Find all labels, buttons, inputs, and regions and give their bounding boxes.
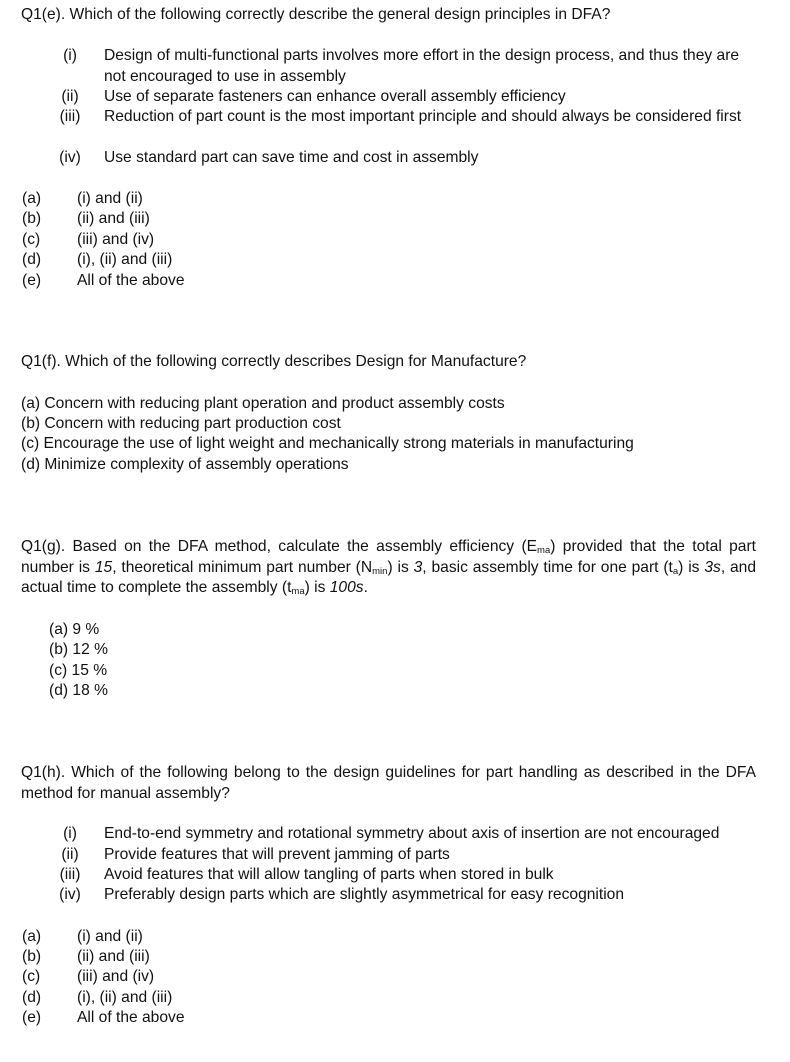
option-letter: (e) bbox=[22, 1009, 42, 1026]
option-text: (iii) and (iv) bbox=[77, 968, 155, 985]
answer-option[interactable]: (d) Minimize complexity of assembly operations bbox=[21, 456, 349, 473]
answer-option[interactable]: (c) 15 % bbox=[49, 662, 108, 679]
statement-text: Avoid features that will allow tangling of parts when stored in bulk bbox=[104, 866, 554, 883]
option-letter: (b) bbox=[22, 210, 42, 227]
answer-option[interactable]: (b) Concern with reducing part production cost bbox=[21, 415, 341, 432]
statement-text: Reduction of part count is the most important principle and should always be considered first bbox=[104, 108, 742, 125]
question-text: Q1(f). Which of the following correctly describes Design for Manufacture? bbox=[21, 353, 527, 370]
option-letter: (c) bbox=[22, 231, 41, 248]
option-text: (ii) and (iii) bbox=[77, 948, 150, 965]
statement-text: Design of multi-functional parts involves more effort in the design process, and thus they are not encouraged to use in assembly bbox=[104, 47, 740, 85]
answer-option[interactable] bbox=[0, 947, 790, 967]
option-letter: (b) bbox=[22, 948, 42, 965]
statement-number: (iv) bbox=[59, 149, 81, 166]
statement-number: (ii) bbox=[61, 846, 79, 863]
answer-option[interactable]: (a) Concern with reducing plant operation and product assembly costs bbox=[21, 395, 505, 412]
answer-option[interactable] bbox=[0, 271, 790, 291]
option-text: (ii) and (iii) bbox=[77, 210, 150, 227]
statement-number: (iv) bbox=[59, 886, 81, 903]
question-text: Q1(g). Based on the DFA method, calculate the assembly efficiency $(E_{ma})$ provided that the total part number is 15, theoretical minimum part number $(N_{min})$ is 3, basic assembly time for one part $(t_a)$ is 3s, and actual time to complete the assembly $(t_{ma})$ is 100s. bbox=[21, 538, 757, 597]
answer-option[interactable]: (c) Encourage the use of light weight and mechanically strong materials in manufacturing bbox=[21, 435, 634, 452]
statement-number: (ii) bbox=[61, 88, 79, 105]
answer-option[interactable]: (a) 9 % bbox=[49, 621, 100, 638]
answer-option[interactable] bbox=[0, 230, 790, 250]
option-text: (iii) and (iv) bbox=[77, 231, 155, 248]
statement-text: End-to-end symmetry and rotational symmetry about axis of insertion are not encouraged bbox=[104, 825, 720, 842]
option-text: All of the above bbox=[77, 1009, 185, 1026]
option-letter: (a) bbox=[22, 928, 42, 945]
option-letter: (d) bbox=[22, 989, 42, 1006]
option-text: (i) and (ii) bbox=[77, 190, 143, 207]
option-text: (i), (ii) and (iii) bbox=[77, 251, 173, 268]
statement-text: Preferably design parts which are slightly asymmetrical for easy recognition bbox=[104, 886, 625, 903]
answer-option[interactable] bbox=[0, 967, 790, 987]
option-letter: (a) bbox=[22, 190, 42, 207]
statement-number: (i) bbox=[63, 825, 77, 842]
statement-text: Provide features that will prevent jamming of parts bbox=[104, 846, 450, 863]
statement-number: (iii) bbox=[59, 108, 81, 125]
question-text: Q1(h). Which of the following belong to the design guidelines for part handling as described in the DFA method for manual assembly? bbox=[21, 764, 756, 802]
answer-option[interactable] bbox=[0, 988, 790, 1008]
answer-option[interactable]: (b) 12 % bbox=[49, 641, 108, 658]
answer-option[interactable] bbox=[0, 189, 790, 209]
answer-option[interactable] bbox=[0, 209, 790, 229]
statement-text: Use of separate fasteners can enhance overall assembly efficiency bbox=[104, 88, 566, 105]
option-text: (i), (ii) and (iii) bbox=[77, 989, 173, 1006]
option-letter: (e) bbox=[22, 272, 42, 289]
statement-number: (i) bbox=[63, 47, 77, 64]
option-text: (i) and (ii) bbox=[77, 928, 143, 945]
answer-option[interactable]: (d) 18 % bbox=[49, 682, 108, 699]
statement-number: (iii) bbox=[59, 866, 81, 883]
answer-option[interactable] bbox=[0, 1008, 790, 1028]
option-letter: (c) bbox=[22, 968, 41, 985]
answer-option[interactable] bbox=[0, 250, 790, 270]
statement-text: Use standard part can save time and cost in assembly bbox=[104, 149, 479, 166]
answer-option[interactable] bbox=[0, 927, 790, 947]
option-text: All of the above bbox=[77, 272, 185, 289]
question-text: Q1(e). Which of the following correctly describe the general design principles in DFA? bbox=[21, 6, 611, 23]
option-letter: (d) bbox=[22, 251, 42, 268]
